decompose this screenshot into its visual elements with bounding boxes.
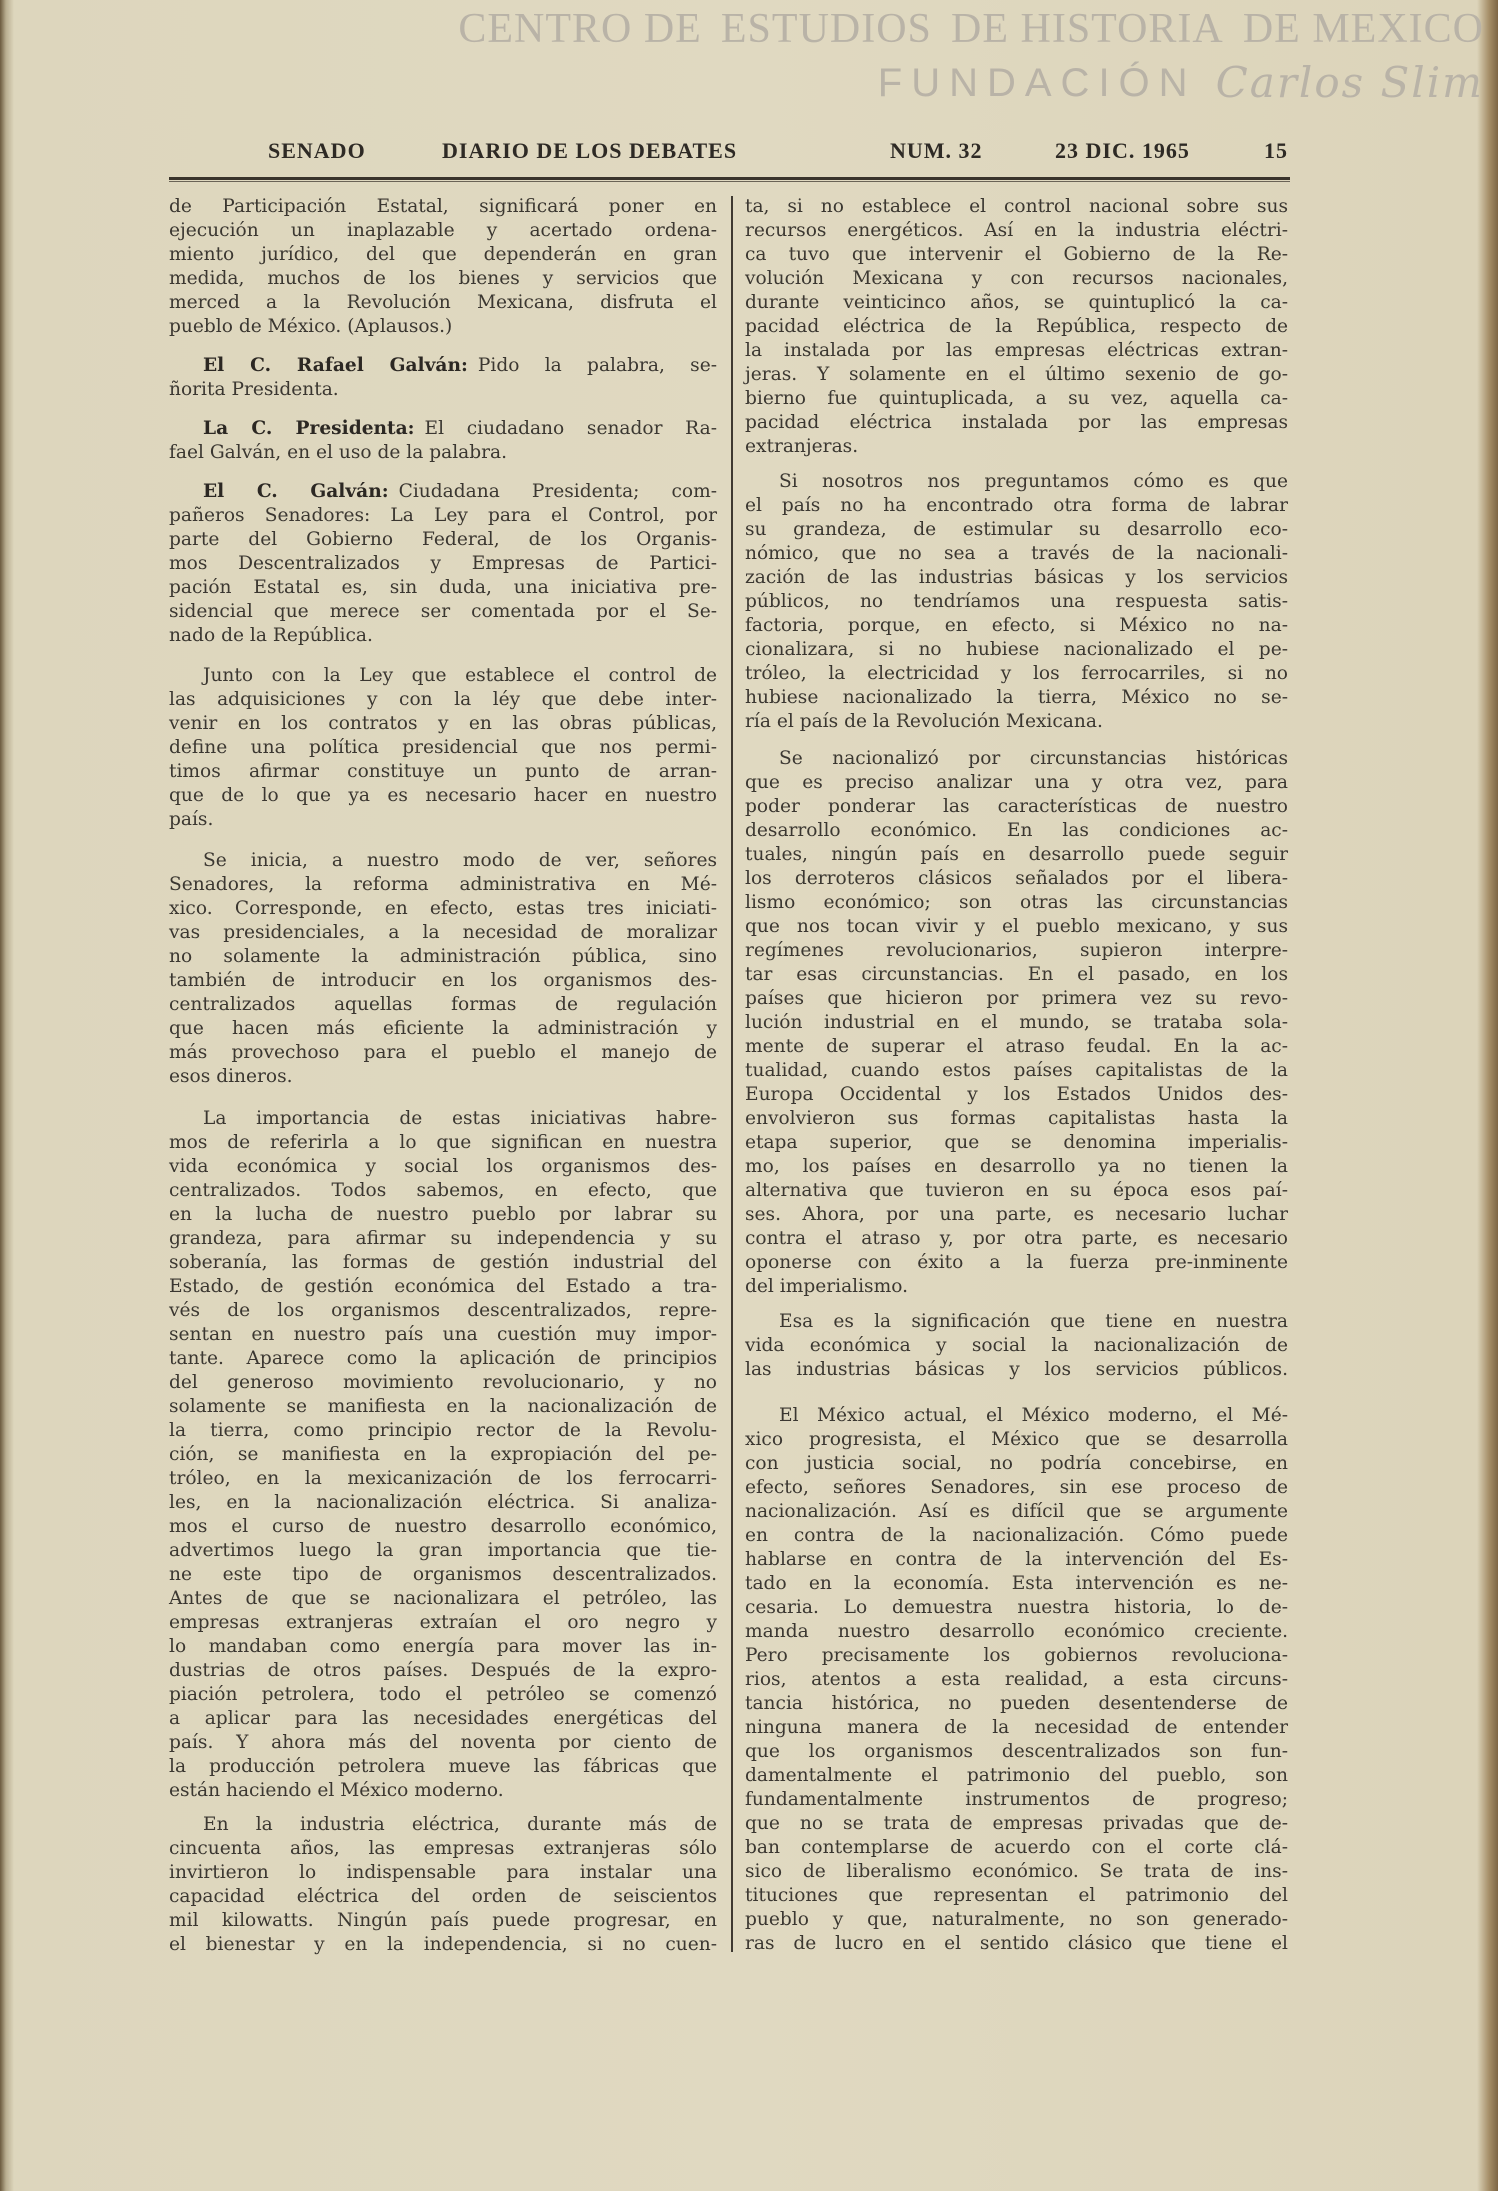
text-line: tado en la economía. Esta intervención es ne-	[745, 1573, 1288, 1594]
text-line: no solamente la administración pública, sino	[169, 946, 717, 967]
text-line: países que hicieron por primera vez su revo-	[745, 988, 1288, 1009]
text-line: pañeros Senadores: La Ley para el Control, por	[169, 505, 717, 526]
text-line: Europa Occidental y los Estados Unidos des-	[745, 1084, 1288, 1105]
header-publication: DIARIO DE LOS DEBATES	[442, 138, 738, 163]
text-line: Antes de que se nacionalizara el petróleo, las	[169, 1588, 717, 1609]
watermark-row-institution	[444, 6, 1484, 52]
text-line: la instalada por las empresas eléctricas extran-	[745, 340, 1288, 361]
text-line: En la industria eléctrica, durante más de	[203, 1814, 717, 1835]
text-line: mil kilowatts. Ningún país puede progresar, en	[169, 1910, 717, 1931]
text-line: ca tuvo que intervenir el Gobierno de la Re-	[745, 244, 1288, 265]
text-line: desarrollo económico. En las condiciones ac-	[745, 820, 1288, 841]
text-line: bierno fue quintuplicada, a su vez, aquella ca-	[745, 388, 1288, 409]
text-line	[169, 354, 717, 378]
paragraph	[169, 1813, 717, 1957]
text-line: capacidad eléctrica del orden de seiscientos	[169, 1886, 717, 1907]
text-line: Pero precisamente los gobiernos revoluciona-	[745, 1645, 1288, 1666]
text-line: el bienestar y en la independencia, si no cuen-	[169, 1934, 717, 1955]
text-line: vés de los organismos descentralizados, repre-	[169, 1300, 717, 1321]
text-line: jeras. Y solamente en el último sexenio de go-	[745, 364, 1288, 385]
text-line: define una política presidencial que nos permi-	[169, 737, 717, 758]
text-line: extranjeras.	[745, 436, 859, 457]
text-line: mo, los países en desarrollo ya no tienen la	[745, 1156, 1288, 1177]
text-line: les, en la nacionalización eléctrica. Si analiza-	[169, 1492, 717, 1513]
paragraph	[745, 470, 1288, 734]
text-line: que no se trata de empresas privadas que de-	[745, 1813, 1288, 1834]
text-line: parte del Gobierno Federal, de los Organis-	[169, 529, 717, 550]
text-line: pueblo y que, naturalmente, no son generado-	[745, 1909, 1288, 1930]
text-line: advertimos luego la gran importancia que tie-	[169, 1540, 717, 1561]
text-line: vas presidenciales, a la necesidad de moralizar	[169, 922, 717, 943]
text-line: que es preciso analizar una y otra vez, para	[745, 772, 1288, 793]
text-line: con justicia social, no podría concebirse, en	[745, 1453, 1288, 1474]
watermark-line: FUNDACIÓN	[877, 61, 1197, 105]
text-line	[169, 480, 717, 504]
text-line: cesaria. Lo demuestra nuestra historia, lo de-	[745, 1597, 1288, 1618]
text-line: ras de lucro en el sentido clásico que tiene el	[745, 1933, 1288, 1954]
text-line: pacidad eléctrica instalada por las empresas	[745, 412, 1288, 433]
text-line: pacidad eléctrica de la República, respecto de	[745, 316, 1288, 337]
text-line: tar esas circunstancias. En el pasado, en los	[745, 964, 1288, 985]
text-line: vida económica y social la nacionalización de	[745, 1335, 1288, 1356]
text-line: La importancia de estas iniciativas habre-	[203, 1108, 717, 1129]
header-section: SENADO	[268, 138, 366, 163]
text-line: medida, muchos de los bienes y servicios que	[169, 268, 717, 289]
text-line: xico. Corresponde, en efecto, estas tres iniciati-	[169, 898, 717, 919]
text-line: también de introducir en los organismos des-	[169, 970, 717, 991]
text-line: mos el curso de nuestro desarrollo económico,	[169, 1516, 717, 1537]
text-line: contra el atraso y, por otra parte, es necesario	[745, 1228, 1288, 1249]
text-line: en contra de la nacionalización. Cómo puede	[745, 1525, 1288, 1546]
text-line: fundamentalmente instrumentos de progreso;	[745, 1789, 1288, 1810]
text-line: esos dineros.	[169, 1066, 293, 1087]
text-line: tituciones que representan el patrimonio del	[745, 1885, 1288, 1906]
text-line: que nos tocan vivir y el pueblo mexicano, y sus	[745, 916, 1288, 937]
speaker-label: La C. Presidenta:	[203, 418, 415, 439]
header-number: NUM. 32	[890, 138, 983, 163]
header-rule-thin	[169, 181, 1290, 182]
text-line: lución industrial en el mundo, se trataba sola-	[745, 1012, 1288, 1033]
text-line: que de lo que ya es necesario hacer en nuestro	[169, 785, 717, 806]
header-date: 23 DIC. 1965	[1055, 138, 1190, 163]
text-line: ninguna manera de la necesidad de entender	[745, 1717, 1288, 1738]
watermark-line: ESTUDIOS	[720, 6, 932, 52]
text-line: xico progresista, el México que se desarrolla	[745, 1429, 1288, 1450]
text-line: más provechoso para el pueblo el manejo de	[169, 1042, 717, 1063]
watermark-line: CENTRO DE	[458, 6, 702, 52]
text-line: pación Estatal es, sin duda, una iniciativa pre-	[169, 577, 717, 598]
text-line: factoria, porque, en efecto, si México no na-	[745, 615, 1288, 636]
text-line: Senadores, la reforma administrativa en Mé-	[169, 874, 717, 895]
text-line: Se inicia, a nuestro modo de ver, señores	[203, 850, 717, 871]
text-line: la tierra, como principio rector de la Revolu-	[169, 1420, 717, 1441]
text-line: país.	[169, 809, 214, 830]
text-line: Esa es la significación que tiene en nuestra	[779, 1311, 1288, 1332]
text-line: piación petrolera, todo el petróleo se comenzó	[169, 1684, 717, 1705]
text-line: sentan en nuestro país una cuestión muy impor-	[169, 1324, 717, 1345]
text-line: recursos energéticos. Así en la industria eléctri-	[745, 220, 1288, 241]
text-line: grandeza, para afirmar su independencia y su	[169, 1228, 717, 1249]
paragraph	[745, 1404, 1288, 1956]
text-line: alternativa que tuvieron en su época esos paí-	[745, 1180, 1288, 1201]
text-line: El México actual, el México moderno, el Mé-	[779, 1405, 1288, 1426]
paragraph	[745, 1310, 1288, 1382]
paragraph	[169, 1107, 717, 1803]
text-line: rios, atentos a esta realidad, a esta circuns-	[745, 1669, 1288, 1690]
text-line: mos de referirla a lo que significan en nuestra	[169, 1132, 717, 1153]
watermark-signature: Carlos Slim	[1215, 58, 1484, 107]
text-line: del generoso movimiento revolucionario, y no	[169, 1372, 717, 1393]
header-rule	[169, 177, 1290, 180]
text-line: tualidad, cuando estos países capitalistas de la	[745, 1060, 1288, 1081]
text-line: hubiese nacionalizado la tierra, México no se-	[745, 687, 1288, 708]
text-line: ría el país de la Revolución Mexicana.	[745, 711, 1103, 732]
text-line: tróleo, en la mexicanización de los ferrocarri-	[169, 1468, 717, 1489]
text-line: hablarse en contra de la intervención del Es-	[745, 1549, 1288, 1570]
watermark-row-foundation	[864, 60, 1484, 106]
text-line: fael Galván, en el uso de la palabra.	[169, 442, 508, 463]
text-line: timos afirmar constituye un punto de arran-	[169, 761, 717, 782]
text-line: efecto, señores Senadores, sin ese proceso de	[745, 1477, 1288, 1498]
text-line: del imperialismo.	[745, 1276, 909, 1297]
paragraph	[169, 664, 717, 832]
speech-text: Ciudadana Presidenta; com-	[398, 481, 718, 502]
text-line: a aplicar para las necesidades energéticas del	[169, 1708, 717, 1729]
text-line: manda nuestro desarrollo económico creciente.	[745, 1621, 1288, 1642]
text-line: nómico, que no sea a través de la nacionali-	[745, 543, 1288, 564]
text-line: Si nosotros nos preguntamos cómo es que	[779, 471, 1288, 492]
text-line: venir en los contratos y en las obras públicas,	[169, 713, 717, 734]
text-line: en la lucha de nuestro pueblo por labrar su	[169, 1204, 717, 1225]
text-line: lo mandaban como energía para mover las in-	[169, 1636, 717, 1657]
text-line: sidencial que merece ser comentada por el Se-	[169, 601, 717, 622]
text-line: Junto con la Ley que establece el control de	[203, 665, 717, 686]
column-divider	[731, 196, 733, 1952]
text-line: dustrias de otros países. Después de la expro-	[169, 1660, 717, 1681]
text-line: soberanía, las formas de gestión industrial del	[169, 1252, 717, 1273]
text-line: sico de liberalismo económico. Se trata de ins-	[745, 1861, 1288, 1882]
text-line: nado de la República.	[169, 625, 373, 646]
paragraph	[169, 195, 717, 339]
text-line: el país no ha encontrado otra forma de labrar	[745, 495, 1288, 516]
text-line: invirtieron lo indispensable para instalar una	[169, 1862, 717, 1883]
text-line: vida económica y social los organismos des-	[169, 1156, 717, 1177]
header-page-number: 15	[1264, 138, 1288, 163]
text-line: empresas extranjeras extraían el oro negro y	[169, 1612, 717, 1633]
text-line: poder ponderar las características de nuestro	[745, 796, 1288, 817]
text-line: de Participación Estatal, significará poner en	[169, 196, 717, 217]
text-line: ses. Ahora, por una parte, es necesario luchar	[745, 1204, 1288, 1225]
text-line: tancia histórica, no pueden desentenderse de	[745, 1693, 1288, 1714]
speaker-label: El C. Rafael Galván:	[203, 355, 468, 376]
text-line: oponerse con éxito a la fuerza pre-inminente	[745, 1252, 1288, 1273]
text-line: envolvieron sus formas capitalistas hasta la	[745, 1108, 1288, 1129]
speaker-label: El C. Galván:	[203, 481, 389, 502]
paragraph	[745, 195, 1288, 459]
text-line: tróleo, la electricidad y los ferrocarriles, si no	[745, 663, 1288, 684]
text-line: mente de superar el atraso feudal. En la ac-	[745, 1036, 1288, 1057]
text-line: lismo económico; son otras las circunstancias	[745, 892, 1288, 913]
text-line: damentalmente el patrimonio del pueblo, son	[745, 1765, 1288, 1786]
text-line: que los organismos descentralizados son fun-	[745, 1741, 1288, 1762]
text-line: ejecución un inaplazable y acertado ordena-	[169, 220, 717, 241]
text-line: las adquisiciones y con la léy que debe inter-	[169, 689, 717, 710]
text-line: cionalizara, si no hubiese nacionalizado el pe-	[745, 639, 1288, 660]
text-line: las industrias básicas y los servicios públicos.	[745, 1359, 1288, 1380]
speaker-paragraph	[169, 417, 717, 465]
text-line: ta, si no establece el control nacional sobre sus	[745, 196, 1288, 217]
watermark-line: DE MEXICO	[1242, 6, 1484, 52]
text-line: pueblo de México. (Aplausos.)	[169, 316, 453, 337]
text-line: país. Y ahora más del noventa por ciento de	[169, 1732, 717, 1753]
text-line: zación de las industrias básicas y los servicios	[745, 567, 1288, 588]
text-line: Estado, de gestión económica del Estado a tra-	[169, 1276, 717, 1297]
paragraph	[169, 849, 717, 1089]
text-line: los derroteros clásicos señalados por el libera-	[745, 868, 1288, 889]
text-line: tuales, ningún país en desarrollo puede seguir	[745, 844, 1288, 865]
text-line: centralizados. Todos sabemos, en efecto, que	[169, 1180, 717, 1201]
text-line: volución Mexicana y con recursos nacionales,	[745, 268, 1288, 289]
text-line: la producción petrolera mueve las fábricas que	[169, 1756, 717, 1777]
text-line: que hacen más eficiente la administración y	[169, 1018, 717, 1039]
speech-text: El ciudadano senador Ra-	[424, 418, 717, 439]
speaker-paragraph	[169, 354, 717, 402]
watermark-line: DE HISTORIA	[951, 6, 1224, 52]
text-line	[169, 417, 717, 441]
text-line: su grandeza, de estimular su desarrollo eco-	[745, 519, 1288, 540]
text-line: solamente se manifiesta en la nacionalización de	[169, 1396, 717, 1417]
text-line: centralizados aquellas formas de regulación	[169, 994, 717, 1015]
text-line: merced a la Revolución Mexicana, disfruta el	[169, 292, 717, 313]
text-line: mos Descentralizados y Empresas de Partici-	[169, 553, 717, 574]
speech-text: Pido la palabra, se-	[477, 355, 717, 376]
text-line: cincuenta años, las empresas extranjeras sólo	[169, 1838, 717, 1859]
text-line: públicos, no tendríamos una respuesta satis-	[745, 591, 1288, 612]
text-line: nacionalización. Así es difícil que se argumente	[745, 1501, 1288, 1522]
text-line: Se nacionalizó por circunstancias históricas	[779, 748, 1288, 769]
speaker-paragraph	[169, 480, 717, 648]
text-line: regímenes revolucionarios, supieron interpre-	[745, 940, 1288, 961]
text-line: ban contemplarse de acuerdo con el corte clá-	[745, 1837, 1288, 1858]
paragraph	[745, 747, 1288, 1299]
text-line: están haciendo el México moderno.	[169, 1780, 504, 1801]
text-line: ne este tipo de organismos descentralizados.	[169, 1564, 717, 1585]
text-line: ción, se manifiesta en la expropiación del pe-	[169, 1444, 717, 1465]
text-line: durante veinticinco años, se quintuplicó la ca-	[745, 292, 1288, 313]
text-line: ñorita Presidenta.	[169, 379, 339, 400]
text-line: miento jurídico, del que dependerán en gran	[169, 244, 717, 265]
text-line: tante. Aparece como la aplicación de principios	[169, 1348, 717, 1369]
text-line: etapa superior, que se denomina imperialis-	[745, 1132, 1288, 1153]
